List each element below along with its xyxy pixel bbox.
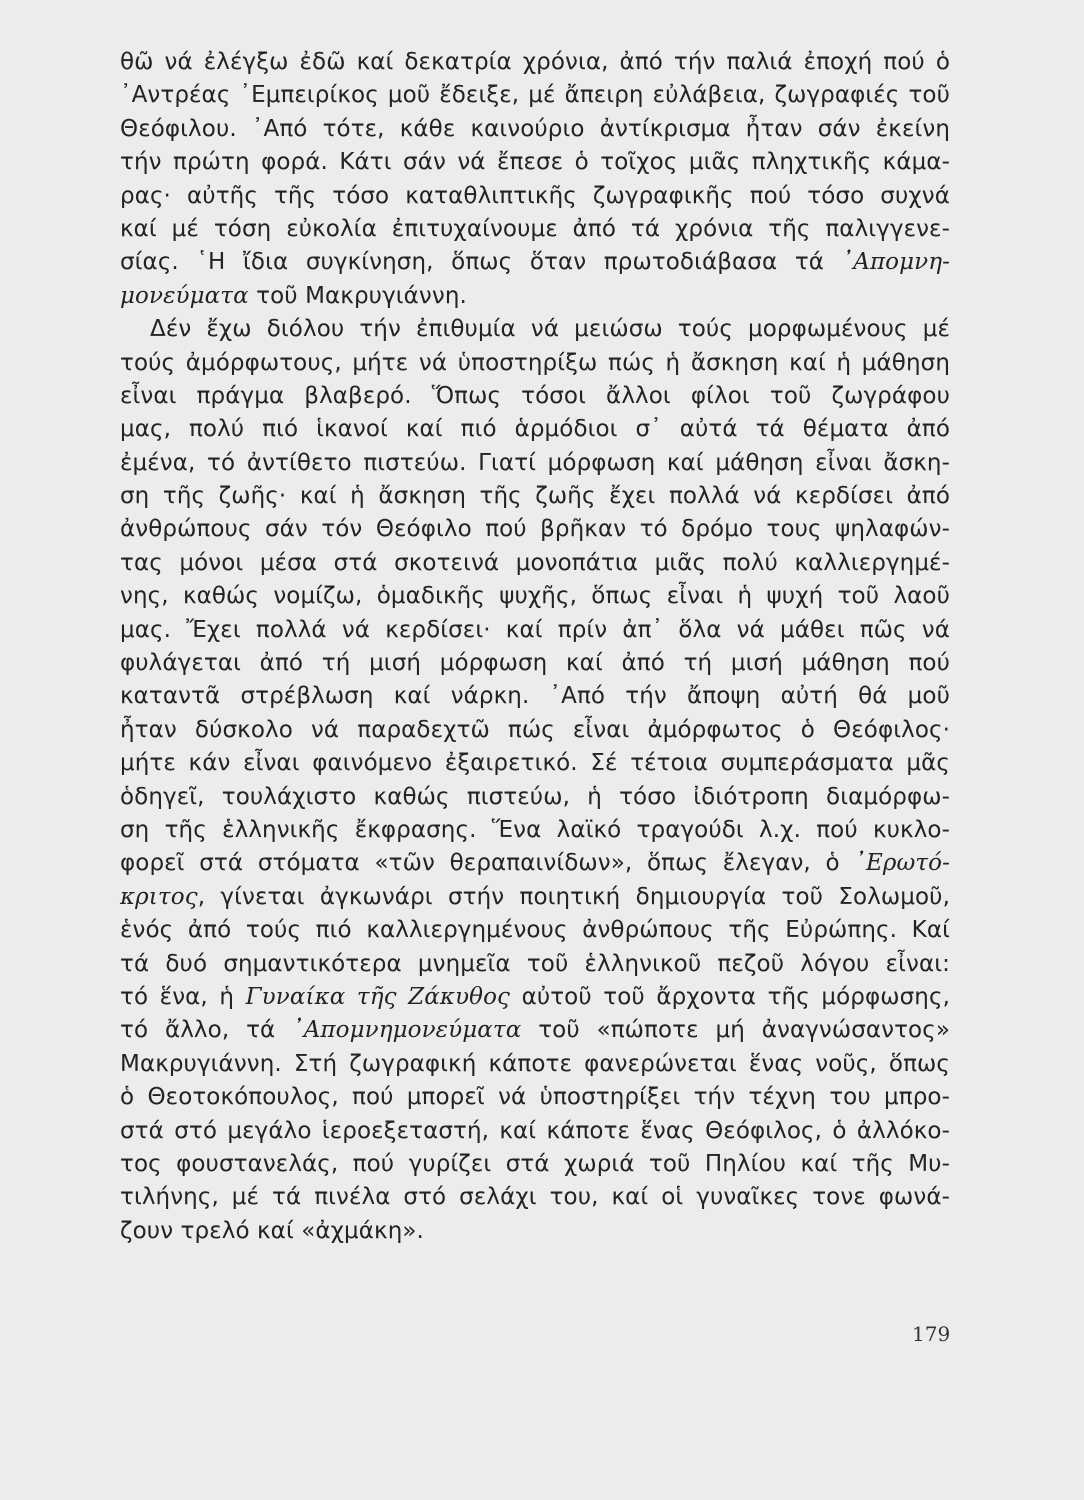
text-line <box>120 180 950 213</box>
text-line <box>120 714 950 747</box>
body-text <box>120 46 950 1248</box>
text-line <box>120 580 950 613</box>
text-run: τοῦ «πώποτε μή ἀναγνώσαντος» <box>521 1017 950 1044</box>
text-line <box>120 413 950 446</box>
text-line <box>120 113 950 146</box>
text-run: τούς ἀμόρφωτους, μήτε νά ὑποστηρίξω πώς ἡ ἄσκηση καί ἡ μάθηση <box>120 349 950 376</box>
text-run: ση τῆς ζωῆς· καί ἡ ἄσκηση τῆς ζωῆς ἔχει πολλά νά κερδίσει ἀπό <box>120 483 950 510</box>
italic-title: ᾿Απομνη- <box>841 249 950 276</box>
text-run: ὁ Θεοτοκόπουλος, πού μπορεῖ νά ὑποστηρίξει τήν τέχνη του μπρο- <box>120 1084 950 1111</box>
text-run: ᾿Αντρέας ᾿Εμπειρίκος μοῦ ἔδειξε, μέ ἄπειρη εὐλάβεια, ζωγραφιές τοῦ <box>120 82 950 109</box>
text-line <box>120 513 950 546</box>
text-line <box>120 547 950 580</box>
text-line <box>120 680 950 713</box>
text-run: τος φουστανελάς, πού γυρίζει στά χωριά τοῦ Πηλίου καί τῆς Μυ- <box>120 1150 950 1177</box>
text-run: ση τῆς ἑλληνικῆς ἔκφρασης. Ἕνα λαϊκό τραγούδι λ.χ. πού κυκλο- <box>120 816 950 843</box>
text-run: Θεόφιλου. ᾿Από τότε, κάθε καινούριο ἀντίκρισμα ἦταν σάν ἐκείνη <box>120 115 950 142</box>
text-line <box>120 347 950 380</box>
text-run: φυλάγεται ἀπό τή μισή μόρφωση καί ἀπό τή μισή μάθηση πού <box>120 650 950 677</box>
text-run: μήτε κάν εἶναι φαινόμενο ἐξαιρετικό. Σέ τέτοια συμπεράσματα μᾶς <box>120 750 950 777</box>
text-line <box>120 1215 950 1248</box>
text-run: μας, πολύ πιό ἱκανοί καί πιό ἁρμόδιοι σ᾿ αὐτά τά θέματα ἀπό <box>120 416 950 443</box>
text-line <box>120 1181 950 1214</box>
text-run: , γίνεται ἀγκωνάρι στήν ποιητική δημιουργία τοῦ Σολωμοῦ, <box>197 883 950 910</box>
text-line <box>120 79 950 112</box>
text-run: σίας. ῾Η ἴδια συγκίνηση, ὅπως ὅταν πρωτοδιάβασα τά <box>120 249 842 276</box>
text-line <box>120 647 950 680</box>
text-line <box>120 814 950 847</box>
text-line <box>120 146 950 179</box>
text-run: ὁδηγεῖ, τουλάχιστο καθώς πιστεύω, ἡ τόσο ἰδιότροπη διαμόρφω- <box>120 783 950 810</box>
text-run: τοῦ Μακρυγιάννη. <box>248 282 467 309</box>
text-line <box>120 847 950 880</box>
text-run: ἦταν δύσκολο νά παραδεχτῶ πώς εἶναι ἀμόρφωτος ὁ Θεόφιλος· <box>120 716 950 743</box>
page-number: 179 <box>912 1322 951 1346</box>
text-line <box>120 447 950 480</box>
text-run: νης, καθώς νομίζω, ὁμαδικῆς ψυχῆς, ὅπως εἶναι ἡ ψυχή τοῦ λαοῦ <box>120 583 950 610</box>
text-line <box>120 1148 950 1181</box>
text-line <box>120 313 950 346</box>
text-line <box>120 380 950 413</box>
text-line <box>120 213 950 246</box>
text-run: στά στό μεγάλο ἱεροεξεταστή, καί κάποτε ἕνας Θεόφιλος, ὁ ἀλλόκο- <box>120 1117 950 1144</box>
text-line <box>120 781 950 814</box>
text-line <box>120 46 950 79</box>
text-line <box>120 1081 950 1114</box>
text-run: ρας· αὐτῆς τῆς τόσο καταθλιπτικῆς ζωγραφικῆς πού τόσο συχνά <box>120 182 950 209</box>
text-line <box>120 881 950 914</box>
text-line <box>120 480 950 513</box>
text-run: τιλήνης, μέ τά πινέλα στό σελάχι του, καί οἱ γυναῖκες τονε φωνά- <box>120 1184 950 1211</box>
italic-title: κριτος <box>120 883 198 910</box>
text-run: ζουν τρελό καί «ἀχμάκη». <box>120 1217 424 1244</box>
italic-title: Γυναίκα τῆς Ζάκυθος <box>245 983 511 1010</box>
italic-title: ᾿Ερωτό- <box>854 850 950 877</box>
text-run: ἀνθρώπους σάν τόν Θεόφιλο πού βρῆκαν τό δρόμο τους ψηλαφών- <box>120 516 950 543</box>
text-run: ἐμένα, τό ἀντίθετο πιστεύω. Γιατί μόρφωση καί μάθηση εἶναι ἄσκη- <box>120 449 950 476</box>
text-run: καί μέ τόση εὐκολία ἐπιτυχαίνουμε ἀπό τά χρόνια τῆς παλιγγενε- <box>120 215 950 242</box>
text-line <box>120 280 950 313</box>
text-run: καταντᾶ στρέβλωση καί νάρκη. ᾿Από τήν ἄποψη αὐτή θά μοῦ <box>120 683 950 710</box>
text-line <box>120 614 950 647</box>
text-line <box>120 981 950 1014</box>
text-run: τήν πρώτη φορά. Κάτι σάν νά ἔπεσε ὁ τοῖχος μιᾶς πληχτικῆς κάμα- <box>120 149 950 176</box>
text-run: τό ἄλλο, τά <box>120 1017 293 1044</box>
text-run: φορεῖ στά στόματα «τῶν θεραπαινίδων», ὅπως ἔλεγαν, ὁ <box>120 850 855 877</box>
text-run: μας. Ἔχει πολλά νά κερδίσει· καί πρίν ἀπ᾿ ὅλα νά μάθει πῶς νά <box>120 616 950 643</box>
text-run: ἑνός ἀπό τούς πιό καλλιεργημένους ἀνθρώπους τῆς Εὐρώπης. Καί <box>120 917 950 944</box>
text-line <box>120 948 950 981</box>
text-run: τας μόνοι μέσα στά σκοτεινά μονοπάτια μιᾶς πολύ καλλιεργημέ- <box>120 549 950 576</box>
text-line <box>120 1014 950 1047</box>
text-run: τό ἕνα, ἡ <box>120 983 246 1010</box>
text-run: Δέν ἔχω διόλου τήν ἐπιθυμία νά μειώσω τούς μορφωμένους μέ <box>150 316 950 343</box>
italic-title: μονεύματα <box>120 282 249 309</box>
text-line <box>120 1048 950 1081</box>
text-line <box>120 246 950 279</box>
text-run: Μακρυγιάννη. Στή ζωγραφική κάποτε φανερώνεται ἕνας νοῦς, ὅπως <box>120 1050 950 1077</box>
text-run: θῶ νά ἐλέγξω ἐδῶ καί δεκατρία χρόνια, ἀπό τήν παλιά ἐποχή πού ὁ <box>120 49 950 75</box>
text-run: εἶναι πράγμα βλαβερό. Ὅπως τόσοι ἄλλοι φίλοι τοῦ ζωγράφου <box>120 382 950 409</box>
text-run: τά δυό σημαντικότερα μνημεῖα τοῦ ἑλληνικοῦ πεζοῦ λόγου εἶναι: <box>120 950 950 977</box>
text-line <box>120 1115 950 1148</box>
text-run: αὐτοῦ τοῦ ἄρχοντα τῆς μόρφωσης, <box>510 983 950 1010</box>
text-line <box>120 747 950 780</box>
italic-title: ᾿Απομνημονεύματα <box>292 1017 522 1044</box>
text-line <box>120 914 950 947</box>
